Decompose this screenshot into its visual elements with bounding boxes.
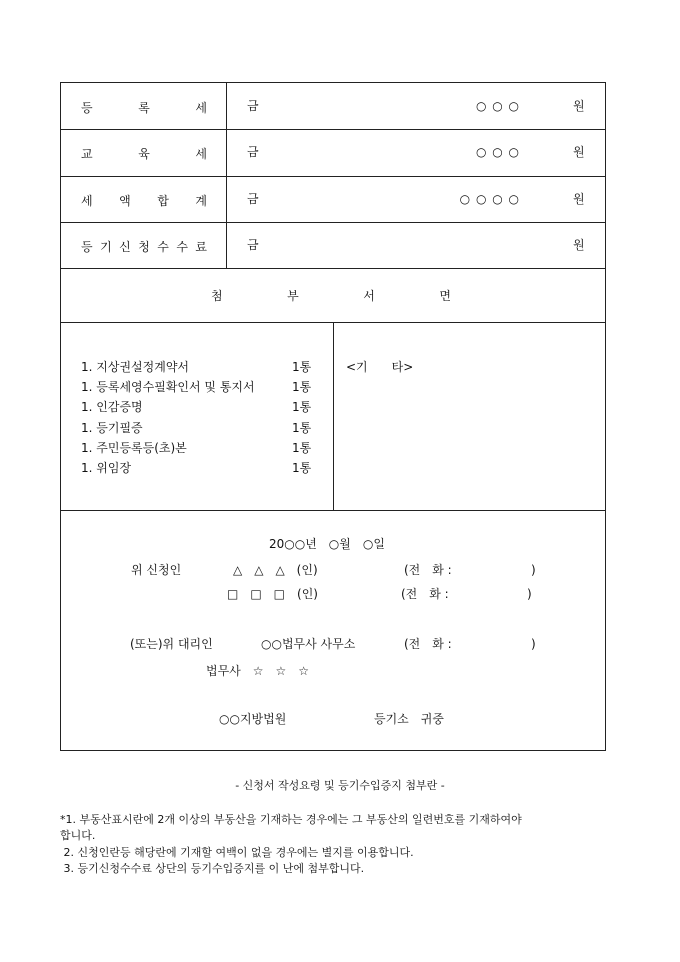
label-char: 신	[119, 239, 131, 254]
label-char: 수	[157, 239, 169, 254]
registry: 등기소 귀중	[374, 712, 444, 726]
label-char: 기	[100, 239, 112, 254]
form-table	[60, 82, 606, 751]
fee-prefix: 금	[247, 99, 259, 113]
label-char: 록	[138, 101, 150, 115]
fee-unit: 원	[573, 191, 585, 206]
applicant-2: □ □ □ (인)	[227, 587, 318, 601]
phone-open: (전 화 :	[404, 563, 452, 577]
fee-label	[81, 99, 207, 116]
title-char: 부	[287, 289, 299, 303]
attachment-count: 1통	[292, 420, 312, 435]
attachment-count: 1통	[292, 360, 312, 374]
label-char: 등	[81, 101, 93, 115]
phone-open: (전 화 :	[404, 637, 452, 651]
label-char: 세	[81, 193, 93, 208]
attachment-name: 1. 등록세영수필확인서 및 통지서	[81, 380, 255, 395]
fee-amount: ○ ○ ○	[475, 145, 520, 160]
label-char: 교	[81, 147, 93, 162]
label-char: 청	[138, 239, 150, 254]
title-char: 서	[363, 289, 375, 303]
note: 2. 신청인란등 해당란에 기재할 여백이 없을 경우에는 별지를 이용합니다.	[60, 846, 414, 859]
agent-office: ○○법무사 사무소	[261, 637, 356, 651]
date: 20○○년 ○월 ○일	[269, 537, 385, 551]
attachment-name: 1. 등기필증	[81, 420, 143, 435]
label-char: 세	[195, 147, 207, 162]
label-char: 합	[157, 193, 169, 208]
footer-title: - 신청서 작성요령 및 등기수입증지 첨부란 -	[235, 779, 445, 792]
phone-close: )	[527, 587, 532, 601]
applicant-1: △ △ △ (인)	[233, 563, 318, 577]
fee-label	[81, 145, 207, 162]
fee-prefix: 금	[247, 191, 259, 206]
attachment-name: 1. 주민등록등(초)본	[81, 440, 187, 455]
phone-open: (전 화 :	[401, 587, 449, 601]
attachment-count: 1통	[292, 400, 312, 415]
fee-label	[81, 238, 207, 255]
attachment-count: 1통	[292, 440, 312, 455]
fee-prefix: 금	[247, 145, 259, 160]
fee-unit: 원	[573, 237, 585, 252]
attachment-count: 1통	[292, 461, 312, 475]
note: 3. 등기신청수수료 상단의 등기수입증지를 이 난에 첨부합니다.	[60, 862, 365, 875]
fee-unit: 원	[573, 145, 585, 160]
label-char: 계	[195, 193, 207, 208]
attachment-count: 1통	[292, 380, 312, 395]
phone-close: )	[531, 563, 536, 577]
note: 합니다.	[60, 829, 96, 842]
applicant-label: 위 신청인	[131, 563, 182, 577]
attachments-title	[211, 289, 451, 303]
agent-label: (또는)위 대리인	[130, 637, 213, 651]
title-char: 첨	[211, 289, 223, 303]
agent-name: 법무사 ☆ ☆ ☆	[206, 664, 310, 678]
label-char: 육	[138, 147, 150, 162]
fee-amount: ○ ○ ○ ○	[459, 191, 520, 206]
court: ○○지방법원	[219, 712, 287, 726]
label-char: 세	[195, 101, 207, 115]
label-char: 등	[81, 239, 93, 254]
phone-close: )	[531, 637, 536, 651]
label-char: 액	[119, 193, 131, 208]
title-char: 면	[439, 289, 451, 303]
attachment-name: 1. 인감증명	[81, 400, 143, 415]
label-char: 수	[176, 239, 188, 254]
label-char: 료	[195, 239, 207, 254]
other-label: <기 타>	[346, 360, 414, 374]
fee-prefix: 금	[247, 237, 259, 252]
attachment-name: 1. 위임장	[81, 461, 132, 475]
fee-unit: 원	[573, 99, 585, 113]
fee-amount: ○ ○ ○	[475, 99, 520, 113]
note: *1. 부동산표시란에 2개 이상의 부동산을 기재하는 경우에는 그 부동산의 일련번호를 기재하여야	[60, 813, 522, 826]
fee-label	[81, 192, 207, 209]
attachment-name: 1. 지상권설정계약서	[81, 360, 190, 374]
